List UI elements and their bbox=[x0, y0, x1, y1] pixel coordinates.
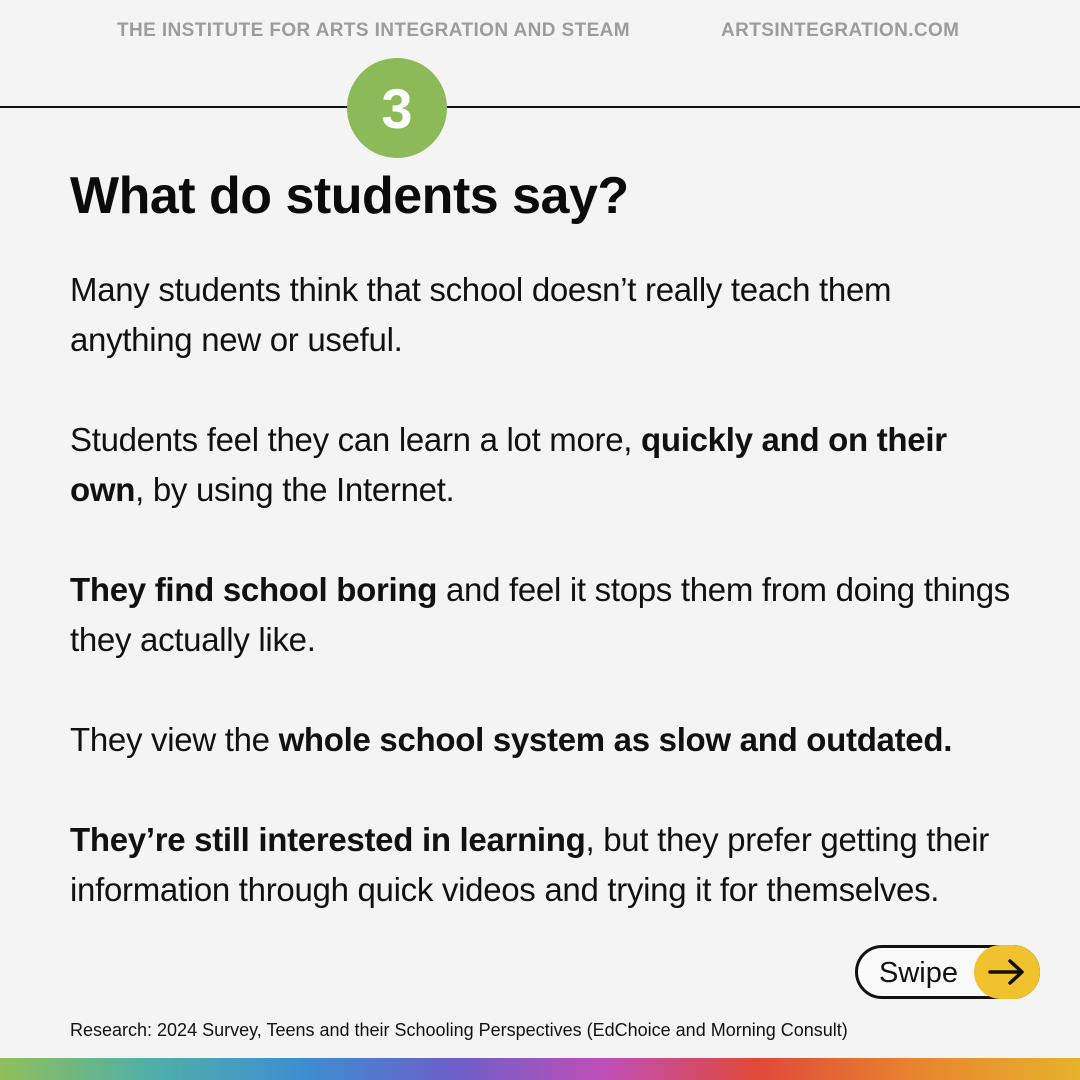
paragraph-2 bbox=[70, 415, 1020, 515]
paragraph-5-emphasis: They’re still interested in learning bbox=[70, 821, 586, 858]
paragraph-3-text-end: and feel it stops them from doing things they actually like. bbox=[70, 571, 1010, 658]
swipe-label: Swipe bbox=[879, 957, 958, 989]
paragraph-1 bbox=[70, 265, 1020, 365]
paragraph-4-emphasis: whole school system as slow and outdated. bbox=[278, 721, 953, 758]
paragraph-5 bbox=[70, 815, 1020, 915]
website-link[interactable]: ARTSINTEGRATION.COM bbox=[721, 20, 960, 41]
paragraph-3-emphasis: They find school boring bbox=[70, 571, 438, 608]
paragraph-5-text-end: , but they prefer getting their information through quick videos and trying it for themselves. bbox=[70, 821, 989, 908]
paragraph-2-emphasis: quickly and on their own bbox=[70, 421, 947, 508]
paragraph-2-text-start: Students feel they can learn a lot more, bbox=[70, 421, 642, 458]
header-bar bbox=[0, 20, 1080, 46]
page-title: What do students say? bbox=[70, 167, 629, 225]
research-citation: Research: 2024 Survey, Teens and their Schooling Perspectives (EdChoice and Morning Consult) bbox=[70, 1020, 848, 1040]
paragraph-3 bbox=[70, 565, 1020, 665]
arrow-right-icon bbox=[974, 945, 1040, 999]
organization-name: THE INSTITUTE FOR ARTS INTEGRATION AND STEAM bbox=[117, 20, 630, 41]
paragraph-4-text-start: They view the bbox=[70, 721, 279, 758]
paragraph-2-text-end: , by using the Internet. bbox=[135, 471, 455, 508]
swipe-button[interactable] bbox=[855, 945, 1040, 999]
rainbow-footer-bar bbox=[0, 1058, 1080, 1080]
divider-line bbox=[0, 106, 1080, 108]
paragraph-4 bbox=[70, 715, 1020, 765]
step-number-badge: 3 bbox=[347, 58, 447, 158]
paragraph-1-text: Many students think that school doesn’t really teach them anything new or useful. bbox=[70, 271, 892, 358]
